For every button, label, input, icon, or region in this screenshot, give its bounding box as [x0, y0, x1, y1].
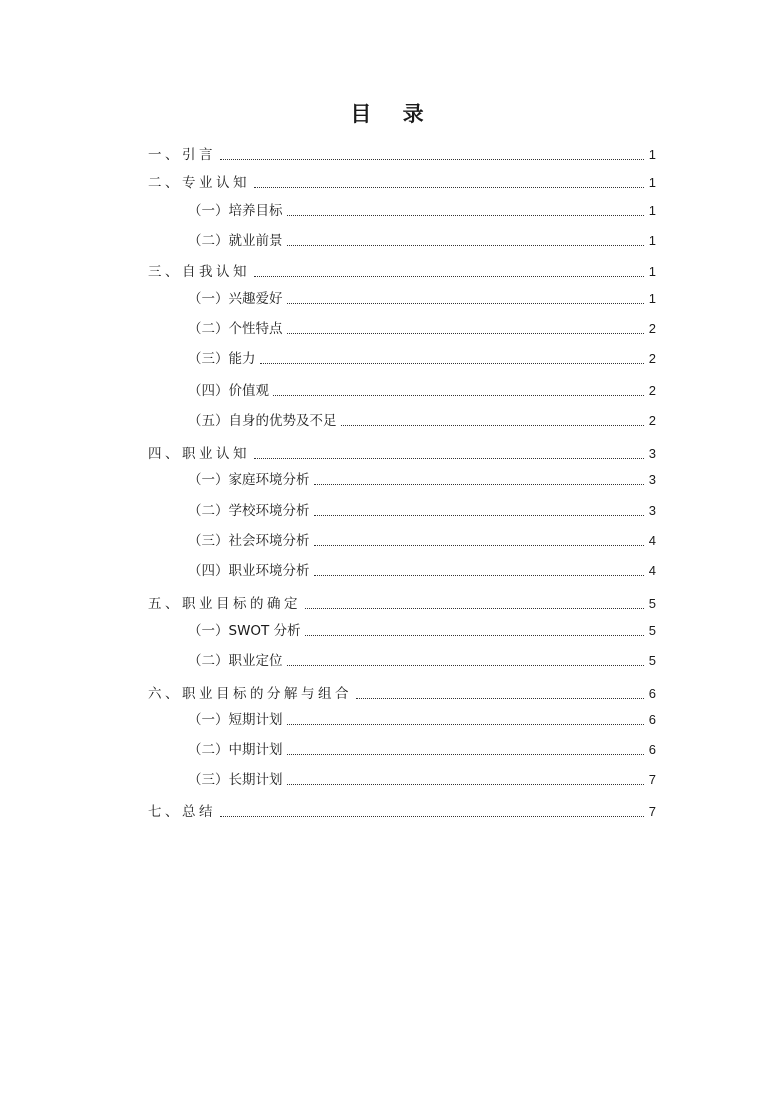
toc-entry-text: （二）学校环境分析: [188, 503, 310, 519]
toc-subsection-entry[interactable]: [188, 500, 656, 520]
dot-leader: [314, 575, 645, 576]
dot-leader: [314, 545, 645, 546]
dot-leader: [305, 608, 644, 609]
toc-page-number: 6: [648, 712, 656, 727]
toc-page-number: 3: [648, 446, 656, 461]
toc-entry-text: 四、职业认知: [148, 446, 250, 462]
toc-page-number: 1: [648, 291, 656, 306]
dot-leader: [220, 159, 644, 160]
toc-section-entry[interactable]: [148, 172, 656, 192]
dot-leader: [287, 215, 645, 216]
toc-page-number: 1: [648, 203, 656, 218]
toc-subsection-entry[interactable]: [188, 650, 656, 670]
toc-entry-text: （一）培养目标: [188, 203, 283, 219]
toc-page-number: 1: [648, 175, 656, 190]
toc-page-number: 1: [648, 147, 656, 162]
toc-subsection-entry[interactable]: [188, 739, 656, 759]
toc-section-entry[interactable]: [148, 593, 656, 613]
toc-subsection-entry[interactable]: [188, 769, 656, 789]
toc-entry-text: （四）职业环境分析: [188, 563, 310, 579]
toc-subsection-entry[interactable]: [188, 709, 656, 729]
dot-leader: [287, 303, 645, 304]
toc-subsection-entry[interactable]: [188, 348, 656, 368]
dot-leader: [254, 458, 644, 459]
toc-page-number: 1: [648, 233, 656, 248]
toc-entry-text: （二）职业定位: [188, 653, 283, 669]
toc-entry-text: （三）长期计划: [188, 772, 283, 788]
dot-leader: [314, 515, 645, 516]
toc-subsection-entry[interactable]: [188, 560, 656, 580]
dot-leader: [314, 484, 645, 485]
toc-section-entry[interactable]: [148, 801, 656, 821]
toc-page-number: 7: [648, 804, 656, 819]
dot-leader: [287, 754, 645, 755]
toc-page-number: 5: [648, 623, 656, 638]
toc-entry-text: （一）家庭环境分析: [188, 472, 310, 488]
toc-entry-text: （三）社会环境分析: [188, 533, 310, 549]
toc-section-entry[interactable]: [148, 443, 656, 463]
toc-entry-text: （一）短期计划: [188, 712, 283, 728]
toc-page-number: 5: [648, 596, 656, 611]
dot-leader: [220, 816, 644, 817]
toc-page-number: 3: [648, 472, 656, 487]
toc-entry-text: 六、职业目标的分解与组合: [148, 686, 352, 702]
toc-entry-text: 七、总结: [148, 804, 216, 820]
toc-subsection-entry[interactable]: [188, 200, 656, 220]
toc-entry-text: 二、专业认知: [148, 175, 250, 191]
toc-entry-text: （二）中期计划: [188, 742, 283, 758]
toc-page-number: 4: [648, 563, 656, 578]
dot-leader: [287, 333, 645, 334]
toc-page-number: 6: [648, 686, 656, 701]
toc-entry-text: （二）就业前景: [188, 233, 283, 249]
toc-entry-text: （四）价值观: [188, 383, 269, 399]
dot-leader: [287, 245, 645, 246]
dot-leader: [254, 276, 644, 277]
toc-subsection-entry[interactable]: [188, 530, 656, 550]
dot-leader: [254, 187, 644, 188]
dot-leader: [287, 724, 645, 725]
toc-page-number: 5: [648, 653, 656, 668]
dot-leader: [356, 698, 644, 699]
toc-section-entry[interactable]: [148, 144, 656, 164]
toc-page-number: 7: [648, 772, 656, 787]
toc-page-number: 6: [648, 742, 656, 757]
dot-leader: [341, 425, 645, 426]
toc-entry-text: （五）自身的优势及不足: [188, 413, 337, 429]
toc-page-number: 1: [648, 264, 656, 279]
toc-page-number: 4: [648, 533, 656, 548]
dot-leader: [287, 665, 645, 666]
toc-subsection-entry[interactable]: [188, 410, 656, 430]
toc-section-entry[interactable]: [148, 261, 656, 281]
toc-entry-text: 一、引言: [148, 147, 216, 163]
dot-leader: [287, 784, 645, 785]
toc-section-entry[interactable]: [148, 683, 656, 703]
toc-title: 目 录: [350, 101, 436, 126]
toc-subsection-entry[interactable]: [188, 469, 656, 489]
dot-leader: [260, 363, 645, 364]
toc-entry-text: （三）能力: [188, 351, 256, 367]
toc-page-number: 3: [648, 503, 656, 518]
toc-entry-text: 五、职业目标的确定: [148, 596, 301, 612]
toc-entry-text: 三、自我认知: [148, 264, 250, 280]
toc-entry-text: （一）兴趣爱好: [188, 291, 283, 307]
toc-subsection-entry[interactable]: [188, 230, 656, 250]
toc-page-number: 2: [648, 383, 656, 398]
toc-subsection-entry[interactable]: [188, 288, 656, 308]
toc-page-number: 2: [648, 351, 656, 366]
dot-leader: [273, 395, 644, 396]
dot-leader: [305, 635, 644, 636]
toc-subsection-entry[interactable]: [188, 318, 656, 338]
toc-subsection-entry[interactable]: [188, 620, 656, 640]
toc-subsection-entry[interactable]: [188, 380, 656, 400]
toc-entry-text: （一）SWOT 分析: [188, 623, 301, 639]
toc-page-number: 2: [648, 321, 656, 336]
toc-entry-text: （二）个性特点: [188, 321, 283, 337]
toc-page-number: 2: [648, 413, 656, 428]
